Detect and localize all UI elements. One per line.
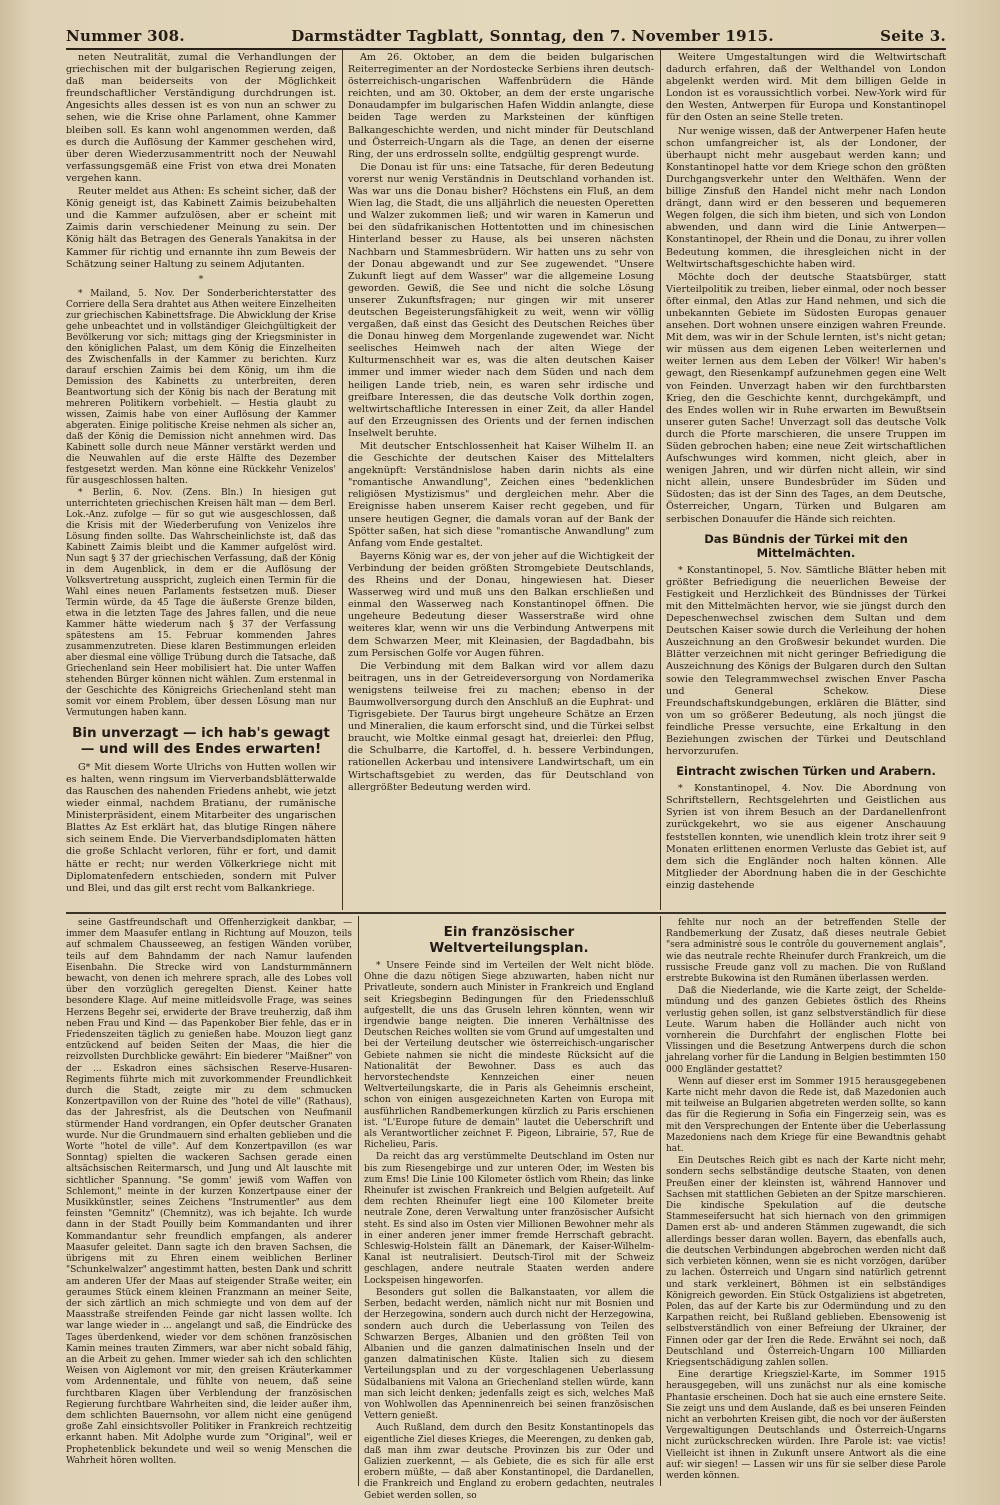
headline-weltverteilungsplan: Ein französischer Weltverteilungsplan. [429,924,589,956]
paragraph: Eine derartige Kriegsziel-Karte, im Sommer 1915 herausgegeben, will uns zunächst nur als eine komische Phantasie erscheinen. Doch hat sie auch eine ernstere Seite. Sie zeigt uns und dem Auslande, daß es bei unseren Feinden nicht an verbohrten Kreisen gibt, die noch vor der äußersten Vergewaltigungen Deutschlands und Österreich-Ungarns nicht zurückschrecken würden. Ihre Parole ist: vae victis! Vielleicht ist ihnen in Zukunft unsere Antwort als die eine auf: wir siegen! — Lassen wir uns für sie selber diese Parole werden können. [666,1370,946,1481]
paragraph: Reuter meldet aus Athen: Es scheint sicher, daß der König geneigt ist, das Kabinett Zaimis beizubehalten und die Kammer aufzulösen, aber er scheint mit Zaimis darin verschiedener Meinung zu sein. Der König hält das Betragen des Generals Yanakitsa in der Kammer für richtig und ernannte ihn zum Beweis der Schätzung seiner Haltung zu seinem Adjutanten. [66,186,336,270]
paragraph: * Mailand, 5. Nov. Der Sonderberichterstatter des Corriere della Sera drahtet aus Athen weitere Einzelheiten zur griechischen Kabinettsfrage. Die Abwicklung der Krise gehe unbeachtet und in vollständiger Gleichgültigkeit der Bevölkerung vor sich; mittags ging der Kriegsminister in den königlichen Palast, um dem König die Einzelheiten des Zwischenfalls in der Kammer zu berichten. Kurz darauf erschien Zaimis bei dem König, um ihm die Demission des Kabinetts zu unterbreiten, deren Beantwortung sich der König bis nach der Beratung mit mehreren Politikern vorbehielt. — Hestia glaubt zu wissen, Zaimis habe von einer Auflösung der Kammer abgeraten. Einige politische Kreise nehmen als sicher an, daß der König die Demission nicht annehmen wird. Das Kabinett solle durch neue Männer verstärkt werden und die Neuwahlen auf die erste Hälfte des Dezember festgesetzt werden. Man könne eine Rückkehr Venizelos' für ausgeschlossen halten. [66,288,336,486]
paragraph: Die Verbindung mit dem Balkan wird vor allem dazu beitragen, uns in der Getreideversorgung von Nordamerika wenigstens teilweise frei zu machen; ebenso in der Baumwollversorgung durch den Anschluß an die Euphrat- und Tigrisgebiete. Der Taurus birgt ungeheure Schätze an Erzen und Mineralien, die kaum erforscht sind, und die Türkei selbst braucht, wie Moltke einmal gesagt hat, dreierlei: den Pflug, die Schulbarre, die Kartoffel, d. h. bessere Verbindungen, rationellen Ackerbau und intensivere Landwirtschaft, um ein Wirtschaftsgebiet zu werden, das für Deutschland von allergrößter Bedeutung werden wird. [348,660,654,793]
paragraph: seine Gastfreundschaft und Offenherzigkeit dankbar, — immer dem Maasufer entlang in Richtung auf Mouzon, teils auf schmalem Chausseeweg, an festigen Wänden vorüber, teils auf dem Bahndamm der nach Namur laufenden Eisenbahn. Die Strecke wird von Landsturmmännern bewacht, von denen ich mehrere sprach, alle des Lobes voll über den vorzüglich geregelten Dienst. Keiner hatte besondere Klage. Auf meine mitleidsvolle Frage, was seines Herzens Begehr sei, erwiderte der Brave treuherzig, daß ihm neben Frau und Kind — das Papenkober Bier fehle, das er in Friedenszeiten täglich zu genießen habe. Mouzon liegt ganz entzückend auf beiden Seiten der Maas, die hier die reizvollsten Durchblicke gewährt: Ein biederer "Maißner" von der ... Eskadron eines sächsischen Reserve-Husaren-Regiments führte mich mit zuvorkommender Freundlichkeit durch die Stadt, zeigte mir zu dem schmucken Konzertpavillon von der Ruine des "hotel de ville" (Rathaus), das der Jahresfrist, als die Deutschen von Neufmanil stürmender Hand vordrangen, ein Opfer deutscher Granaten wurde. Nur die Grundmauern sind erhalten geblieben und die Worte "hotel de ville". Auf dem Konzertpavillon (es war Sonntag) spielten die wackeren Sachsen gerade einen altsächsischen Reitermarsch, und Jung und Alt lauschte mit sichtlicher Spannung. "Se gomm' jewiß vom Waffen von Schlemont," meinte in der kurzen Konzertpause einer der Musikkünstler, seines Zeichens "Instrumentler" aus dem feinsten "Gemnitz" (Chemnitz), was ich bejahte. Ich wurde dann in der Stadt Pouilly beim Kommandanten und ihrer Kommandantur sehr freundlich empfangen, als anderer Maasufer geleitet. Dann sagte ich den braven Sachsen, die übrigens mit zu Ehren einem weiblichen Berliner "Schunkelwalzer" angestimmt hatten, besten Dank und schritt am anderen Ufer der Maas auf steigender Straße weiter, ein geraumes Stück einem kleinen Franzmann an meiner Seite, der sich zärtlich an mich schmiegte und von dem auf der Maasstraße streifenden Feinde gar nicht lassen wollte. Ich war lange wieder in ... angelangt und saß, die Eindrücke des Tages überdenkend, wieder vor dem schönen französischen Kamin meines trauten Zimmers, war aber nicht sobald fähig, an die Arbeit zu gehen. Immer wieder sah ich den schlichten Weisen von Aiglemont vor mir, den greisen Kräuterkammer vom Ardennentale, und fühlte von neuem, daß seine furchtbaren Klagen über Verblendung der französischen Regierung furchtbare Wahrheiten sind, die leider außer ihm, dem schlichten Bauernsohn, vor allem nicht eine genügend große Zahl einsichtsvoller Politiker in Frankreich rechtzeitig erkannt haben. Mit Adolphe wurde zum "Original", weil er Prophetenblick bekundete und weil so wenig Menschen die Wahrheit hören wollten. [66,918,352,1466]
page-number: Seite 3. [880,27,946,45]
paragraph: Die Donau ist für uns: eine Tatsache, für deren Bedeutung vorerst nur wenig Verständnis in Deutschland vorhanden ist. Was war uns die Donau bisher? Höchstens ein Fluß, an dem Wien lag, die Stadt, die uns alljährlich die neuesten Operetten und Walzer zukommen ließ; und wir waren in Kamerun und bei den südafrikanischen Hottentotten und im chinesischen Hinterland besser zu Hause, als bei unseren nächsten Nachbarn und Stammesbrüdern. Wir hatten uns zu sehr von der Donau abgewandt und zur See zugewendet. "Unsere Zukunft liegt auf dem Wasser" war die allgemeine Losung geworden. Gewiß, die See und nicht die solche Lösung unserer Zukunftsfragen; nur gingen wir mit unserer deutschen Begeisterungsfähigkeit zu weit, wenn wir völlig vergaßen, daß einst das Gesicht des Deutschen Reiches über die Donau hinweg dem Morgenlande zugewendet war. Nicht seelisches Heimweh nach der alten Wiege der Kulturmenschheit war es, was die alten deutschen Kaiser immer und immer wieder nach dem Süden und nach dem heiligen Lande trieb, nein, es waren sehr irdische und greifbare Interessen, die das deutsche Volk dorthin zogen, weltwirtschaftliche Interessen in einer Zeit, da aller Handel auf den Erzeugnissen des Orients und der fernen indischen Inselwelt beruhte. [348,161,654,439]
paragraph: Da reicht das arg verstümmelte Deutschland im Osten nur bis zum Riesengebirge und zur unteren Oder, im Westen bis zum Ems! Die Linie 100 Kilometer östlich vom Rhein; das linke Rheinufer ist zwischen Frankreich und Belgien aufgeteilt. Auf dem rechten Rheinufer liegt eine 100 Kilometer breite neutrale Zone, deren Verwaltung unter französischer Aufsicht steht. Es sind also im Osten vier Millionen Bewohner mehr als in einer anderen jener immer fremde Herrschaft gebracht. Schleswig-Holstein fällt an Dänemark, der Kaiser-Wilhelm-Kanal ist neutralisiert. Deutsch-Tirol mit der Schweiz geschlagen, andere neutrale Staaten werden andere Lockspeisen hingeworfen. [364,1152,654,1286]
section-rule [66,912,946,914]
paragraph: Am 26. Oktober, an dem die beiden bulgarischen Reiterregimenter an der Nordostecke Serbiens ihren deutsch-österreichisch-ungarischen Waffenbrüdern die Hände reichten, und am 30. Oktober, an dem der erste ungarische Donaudampfer im bulgarischen Hafen Widdin anlangte, diese beiden Tage werden zu Marksteinen der künftigen Balkangeschichte werden, und nicht minder für Deutschland und Österreich-Ungarn als die Tage, an denen der eiserne Ring, der uns erdrosseln sollte, endgültig gesprengt wurde. [348,52,654,160]
article-column-2 [348,52,654,910]
column-rule [358,916,359,1486]
paragraph: Weitere Umgestaltungen wird die Weltwirtschaft dadurch erfahren, daß der Welthandel von London abgelenkt werden wird. Mit dem billigen Gelde in London ist es voraussichtlich vorbei. New-York wird für den Westen, Antwerpen für Europa und Konstantinopel für den Osten an seine Stelle treten. [666,52,946,124]
column-rule [342,50,343,910]
paragraph: * Unsere Feinde sind im Verteilen der Welt nicht blöde. Ohne die dazu nötigen Siege abzuwarten, haben nicht nur Privatleute, sondern auch Minister in Frankreich und England seit Kriegsbeginn Bedingungen für den Friedensschluß aufgestellt, die uns das Gruseln lehren könnten, wenn wir irgendwie bange neigten. Die inneren Verhältnisse des Deutschen Reiches wollten sie vom Grund auf umgestalten und bei der Verteilung deutscher wie österreichisch-ungarischer Gebiete nahmen sie nicht die mindeste Rücksicht auf die Nationalität der Bewohner. Dass es auch das hervorstechendste Kennzeichen einer neuen Weltverteilungskarte, die in Paris als Geheimnis erscheint, schon von einigen ausgezeichneten Karten von Europa mit ausführlichen Randbemerkungen kürzlich zu Paris erschienen ist. "L'Europe future de demain" lautet die Ueberschrift und als Verantwortlicher zeichnet F. Pigeon, Librairie, 57, Rue de Richelieu, Paris. [364,961,654,1151]
paragraph: * Konstantinopel, 5. Nov. Sämtliche Blätter heben mit größter Befriedigung die neuerlichen Beweise der Festigkeit und Herzlichkeit des Bündnisses der Türkei mit den Mittelmächten hervor, wie sie jüngst durch den Depeschenwechsel zwischen dem Sultan und dem Deutschen Kaiser sowie durch die Verleihung der hohen Auszeichnung an den Großwesir bekundet wurden. Die Blätter verzeichnen mit nicht geringer Befriedigung die Auszeichnung des Königs der Bulgaren durch den Sultan sowie den Telegrammwechsel zwischen Enver Pascha und General Schekow. Diese Freundschaftskundgebungen, erklären die Blätter, sind von um so größerer Bedeutung, als noch jüngst die feindliche Presse versuchte, eine Erkaltung in den Beziehungen zwischen der Türkei und Deutschland hervorzurufen. [666,564,946,758]
paragraph: * Konstantinopel, 4. Nov. Die Abordnung von Schriftstellern, Rechtsgelehrten und Geistlichen aus Syrien ist von ihrem Besuch an der Dardanellenfront zurückgekehrt, wo sie aus eigener Anschauung feststellen konnten, wie unendlich klein trotz ihrer seit 9 Monaten erlittenen enormen Verluste das Gebiet ist, auf dem sich die Engländer noch halten können. Alle Mitglieder der Abordnung haben die in der Geschichte einzig dastehende [666,783,946,891]
paragraph: Auch Rußland, dem durch den Besitz Konstantinopels das eigentliche Ziel dieses Krieges, die Meerengen, zu denken gab, daß man ihm zwar deutsche Provinzen bis zur Oder und Galizien zuerkennt, — als Gebiete, die es sich für alle erst erobern müßte, — daß aber Konstantinopel, die Dardanellen, die Frankreich und England zu erobern gedachten, neutrales Gebiet werden sollen, so [364,1423,654,1501]
paragraph: Daß die Niederlande, wie die Karte zeigt, der Schelde-mündung und des ganzen Gebietes östlich des Rheins verlustig gehen sollen, ist ganz selbstverständlich für diese Leute. Warum haben die Holländer auch nicht von vornherein die Durchfahrt der englischen Flotte bei Vlissingen und die Besetzung Antwerpens durch die schon jahrelang vorher für die Landung in Belgien bestimmten 150 000 Engländer gestattet? [666,986,946,1075]
article-column-1: neten Neutralität, zumal die Verhandlungen der griechischen mit der bulgarischen Regierung zeigen, daß man beiderseits von der Möglichkeit freundschaftlicher Verständigung durchdrungen ist. Angesichts alles dessen ist es von nun an schwer zu sehen, wie die Krise ohne Parlament, ohne Kammer bleiben soll. Es kann wohl angenommen werden, daß es durch die Auflösung der Kammer geschehen wird, über deren Wiederzusammentritt noch der Neuwahl verfassungsgemäß eine Frist von etwa drei Monaten vergehen kann. Reuter meldet aus Athen: Es scheint sicher, daß der König geneigt ist, das Kabinett Zaimis beizubehalten und die Kammer aufzulösen, aber er scheint mit Zaimis darin verschiedener Meinung zu sein. Der König hält das Betragen des Generals Yanakitsa in der Kammer für richtig und ernannte ihn zum Beweis der Schätzung seiner Haltung zu seinem Adjutanten. * * Mailand, 5. Nov. Der Sonderberichterstatter des Corriere della Sera drahtet aus Athen weitere Einzelheiten zur griechischen Kabinettsfrage. Die Abwicklung der Krise gehe unbeachtet und in vollständiger Gleichgültigkeit der Bevölkerung vor sich; mittags ging der Kriegsminister in den königlichen Palast, um dem König die Einzelheiten des Zwischenfalls in der Kammer zu berichten. Kurz darauf erschien Zaimis bei dem König, um ihm die Demission des Kabinetts zu unterbreiten, deren Beantwortung sich der König bis nach der Beratung mit mehreren Politikern vorbehielt. — Hestia glaubt zu wissen, Zaimis habe von einer Auflösung der Kammer abgeraten. Einige politische Kreise nehmen als sicher an, daß der König die Demission nicht annehmen wird. Das Kabinett solle durch neue Männer verstärkt werden und die Neuwahlen auf die erste Hälfte des Dezember festgesetzt werden. Man könne eine Rückkehr Venizelos' für ausgeschlossen halten. * Berlin, 6. Nov. (Zens. Bln.) In hiesigen gut unterrichteten griechischen Kreisen hält man — dem Berl. Lok.-Anz. zufolge — für so gut wie ausgeschlossen, daß die Krisis mit der Wiederberufung von Venizelos ihre Lösung finden sollte. Das Wahrscheinlichste ist, daß das Kabinett Zaimis bleibt und die Kammer aufgelöst wird. Nun sagt § 37 der griechischen Verfassung, daß der König in dem Augenblick, in dem er die Auflösung der Volksvertretung ausspricht, zugleich einen Termin für die Wahl eines neuen Parlaments festsetzen muß. Dieser Termin würde, da 45 Tage die äußerste Grenze bilden, etwa in die letzten Tage des Jahres fallen, und die neue Kammer hätte wiederum nach § 37 der Verfassung spätestens am 15. Februar kommenden Jahres zusammenzutreten. Diese klaren Bestimmungen erleiden aber diesmal eine völlige Trübung durch die Tatsache, daß Griechenland sein Heer mobilisiert hat. Die unter Waffen stehenden Bürger können nicht wählen. Zum erstenmal in der Geschichte des Königreichs Griechenland steht man somit vor einem Problem, über dessen Lösung man nur Vermutungen haben kann. Bin unverzagt — ich hab's gewagt — und will des Endes erwarten! G* Mit diesem Worte Ulrichs von Hutten wollen wir es halten, wenn ringsum im Vierverbandsblätterwalde das Rauschen des nahenden Friedens anhebt, wie jetzt wieder einmal, nachdem Bratianu, der rumänische Ministerpräsident, einem Mitarbeiter des ungarischen Blattes Az Est erklärt hat, das blutige Ringen nähere sich seinem Ende. Die Vierverbandsdiplomaten hätten die große Schlacht verloren, führ er fort, und damit hätte er recht; nur werden Völkerkriege nicht mit Diplomatenfedern entschieden, sondern mit Pulver und Blei, und das gilt erst recht vom Balkankriege. [66,52,336,894]
headline-buendnis-tuerkei: Das Bündnis der Türkei mit den Mittelmächten. [704,531,908,560]
paragraph: Bayerns König war es, der von jeher auf die Wichtigkeit der Verbindung der beiden größten Stromgebiete Deutschlands, des Rheins und der Donau, hingewiesen hat. Dieser Wasserweg wird und muß uns den Balkan erschließen und einmal den Wasserweg nach Konstantinopel öffnen. Die ungeheure Bedeutung dieser Wasserstraße wird ohne weiteres klar, wenn wir uns die Verbindung Antwerpens mit dem Schwarzen Meer, mit Kleinasien, der Bagdadbahn, bis zum Persischen Golfe vor Augen führen. [348,550,654,659]
column-rule [660,50,661,910]
masthead [66,24,946,50]
feuilleton-column-1 [66,918,352,1486]
paragraph: Ein Deutsches Reich gibt es nach der Karte nicht mehr, sondern sechs selbständige deutsche Staaten, von denen Preußen einer der kleinsten ist, während Hannover und Sachsen mit stattlichen Gebieten an der Spitze marschieren. Die kindische Spekulation auf die deutsche Stammeseifersucht hat sich hiernach von den grimmigen Damen erst ab- und anderen Stämmen zugewandt, die sich allerdings besser daran wollen. Bayern, das ebenfalls auch, die deutschen Verbindungen abgebrochen werden nicht daß sich verbieten können, wenn sie es nicht vorzögen, darüber zu lachen. Österreich und Ungarn sind natürlich getrennt und stark verkleinert, Böhmen ist ein selbständiges Königreich geworden. Ein Stück Ostgaliziens ist abgetreten, Polen, das auf der Karte bis zur Odermündung und zu den Karpathen reicht, bei Rußland geblieben. Ebensowenig ist selbstverständlich von einer Befreiung der Ukrainer, der Finnen oder gar der Iren die Rede. Erwähnt sei noch, daß Deutschland und Österreich-Ungarn 100 Milliarden Kriegsentschädigung zahlen sollen. [666,1156,946,1368]
article-weltverteilung-2 [666,918,946,1486]
paragraph: Mit deutscher Entschlossenheit hat Kaiser Wilhelm II. an die Geschichte der deutschen Kaiser des Mittelalters angeknüpft: Verständnislose haben darin nichts als eine "romantische Anwandlung", Zeichen eines "bedenklichen religiösen Mystizismus" und dergleichen mehr. Aber die Ereignisse haben unserem Kaiser recht gegeben, und für unsere heutigen Gegner, die damals voran auf der Bank der Spötter saßen, hat sich diese "romantische Anwandlung" zum Anfang vom Ende gestaltet. [348,441,654,549]
paragraph: neten Neutralität, zumal die Verhandlungen der griechischen mit der bulgarischen Regierung zeigen, daß man beiderseits von der Möglichkeit freundschaftlicher Verständigung durchdrungen ist. Angesichts alles dessen ist es von nun an schwer zu sehen, wie die Krise ohne Parlament, ohne Kammer bleiben soll. Es kann wohl angenommen werden, daß es durch die Auflösung der Kammer geschehen wird, über deren Wiederzusammentritt noch der Neuwahl verfassungsgemäß eine Frist von etwa drei Monaten vergehen kann. [66,52,336,184]
article-weltverteilung-1 [364,918,654,1501]
headline-unverzagt: Bin unverzagt — ich hab's gewagt — und will des Endes erwarten! [72,724,330,757]
column-rule [660,916,661,1486]
newspaper-title-date: Darmstädter Tagblatt, Sonntag, den 7. November 1915. [291,27,774,45]
paragraph: Nur wenige wissen, daß der Antwerpener Hafen heute schon umfangreicher ist, als der Londoner, der überhaupt nicht mehr ausgebaut werden kann; und Konstantinopel hatte vor dem Kriege schon den größten Durchgangsverkehr unter den Welthäfen. Wenn der billige Zinsfuß den Handel nicht mehr nach London drängt, dann wird er den besseren und bequemeren Wegen folgen, die sich ihm bieten, und sich von London abwenden, und dann wird die Linie Antwerpen—Konstantinopel, der Rhein und die Donau, zu ihrer vollen Bedeutung kommen, die ihresgleichen nicht in der Weltwirtschaftsgeschichte haben wird. [666,125,946,270]
article-column-3 [666,52,946,910]
paragraph: Wenn auf dieser erst im Sommer 1915 herausgegebenen Karte nicht mehr davon die Rede ist, daß Mazedonien auch mit teilweise an Bulgarien abgetreten werden sollte, so kann das für die Regierung in Sofia ein Fingerzeig sein, was es mit den Versprechungen der Entente über die Ueberlassung Mazedoniens nach dem Kriege für eine Bewandtnis gehabt hat. [666,1076,946,1155]
paragraph: fehlte nur noch an der betreffenden Stelle der Randbemerkung der Zusatz, daß dieses neutrale Gebiet "sera administré sous le contrôle du gouvernement anglais", wie das neutrale rechte Rheinufer durch Frankreich, um die russische Freude ganz voll zu machen. Die von Rußland erstrebte Bukowina ist den Rumänen überlassen werden. [666,918,946,985]
paragraph: Möchte doch der deutsche Staatsbürger, statt Vierteilpolitik zu treiben, lieber einmal, oder noch besser öfter einmal, den Atlas zur Hand nehmen, und sich die unbekannten Gebiete im Südosten Europas genauer ansehen. Dort wohnen unsere einzigen wahren Freunde. Mit dem, was wir in der Schule lernten, ist's nicht getan; wir müssen aus dem eigenen Leben weiterlernen und weiter lernen aus dem Leben der Völker! Wir haben's gewagt, den Riesenkampf aufzunehmen gegen eine Welt von Feinden. Unverzagt haben wir den furchtbarsten Krieg, den die Geschichte kennt, durchgekämpft, und des Endes wollen wir in Ruhe erwarten im Bewußtsein unserer guten Sache! Unverzagt soll das deutsche Volk durch die Pforte marschieren, die unsere Truppen im Süden gebrochen haben; eine neue Zeit wirtschaftlichen Aufschwunges wird kommen, nicht gleich, aber in wenigen Jahren, und wir dürfen nicht allein, wir sind nicht allein, unsere Bundesbrüder im Süden und Südosten; das ist der Sinn des Tages, an dem Deutsche, Österreicher, Ungarn, Türken und Bulgaren am serbischen Donauufer die Hände sich reichten. [666,271,946,525]
paragraph: G* Mit diesem Worte Ulrichs von Hutten wollen wir es halten, wenn ringsum im Vierverbandsblätterwalde das Rauschen des nahenden Friedens anhebt, wie jetzt wieder einmal, nachdem Bratianu, der rumänische Ministerpräsident, einem Mitarbeiter des ungarischen Blattes Az Est erklärt hat, das blutige Ringen nähere sich seinem Ende. Die Vierverbandsdiplomaten hätten die große Schlacht verloren, führ er fort, und damit hätte er recht; nur werden Völkerkriege nicht mit Diplomatenfedern entschieden, sondern mit Pulver und Blei, und das gilt erst recht vom Balkankriege. [66,761,336,894]
paragraph: * Berlin, 6. Nov. (Zens. Bln.) In hiesigen gut unterrichteten griechischen Kreisen hält man — dem Berl. Lok.-Anz. zufolge — für so gut wie ausgeschlossen, daß die Krisis mit der Wiederberufung von Venizelos ihre Lösung finden sollte. Das Wahrscheinlichste ist, daß das Kabinett Zaimis bleibt und die Kammer aufgelöst wird. Nun sagt § 37 der griechischen Verfassung, daß der König in dem Augenblick, in dem er die Auflösung der Volksvertretung ausspricht, zugleich einen Termin für die Wahl eines neuen Parlaments festsetzen muß. Dieser Termin würde, da 45 Tage die äußerste Grenze bilden, etwa in die letzten Tage des Jahres fallen, und die neue Kammer hätte wiederum nach § 37 der Verfassung spätestens am 15. Februar kommenden Jahres zusammenzutreten. Diese klaren Bestimmungen erleiden aber diesmal eine völlige Trübung durch die Tatsache, daß Griechenland sein Heer mobilisiert hat. Die unter Waffen stehenden Bürger können nicht wählen. Zum erstenmal in der Geschichte des Königreichs Griechenland steht man somit vor einem Problem, über dessen Lösung man nur Vermutungen haben kann. [66,487,336,718]
paragraph: Besonders gut sollen die Balkanstaaten, vor allem die Serben, bedacht werden, nämlich nicht nur mit Bosnien und der Herzegowina, sondern auch durch nicht der Herzegowina, sondern auch durch die Ueberlassung von Teilen des Schwarzen Berges, Albanien und den größten Teil von Albanien und die ganzen dalmatinischen Inseln und der ganzen dalmatinischen Küste. Italien sich zu diesem Verteilungsplan und zu der vorgeschlagenen Ueberlassung Südalbaniens mit Valona an Griechenland stellen würde, kann man sich leicht denken; jedenfalls zeigt es sich, welches Maß von Wohlwollen das Apenninenreich bei seinen französischen Vettern genießt. [364,1287,654,1422]
headline-eintracht: Eintracht zwischen Türken und Arabern. [676,764,936,779]
issue-number: Nummer 308. [66,27,185,45]
